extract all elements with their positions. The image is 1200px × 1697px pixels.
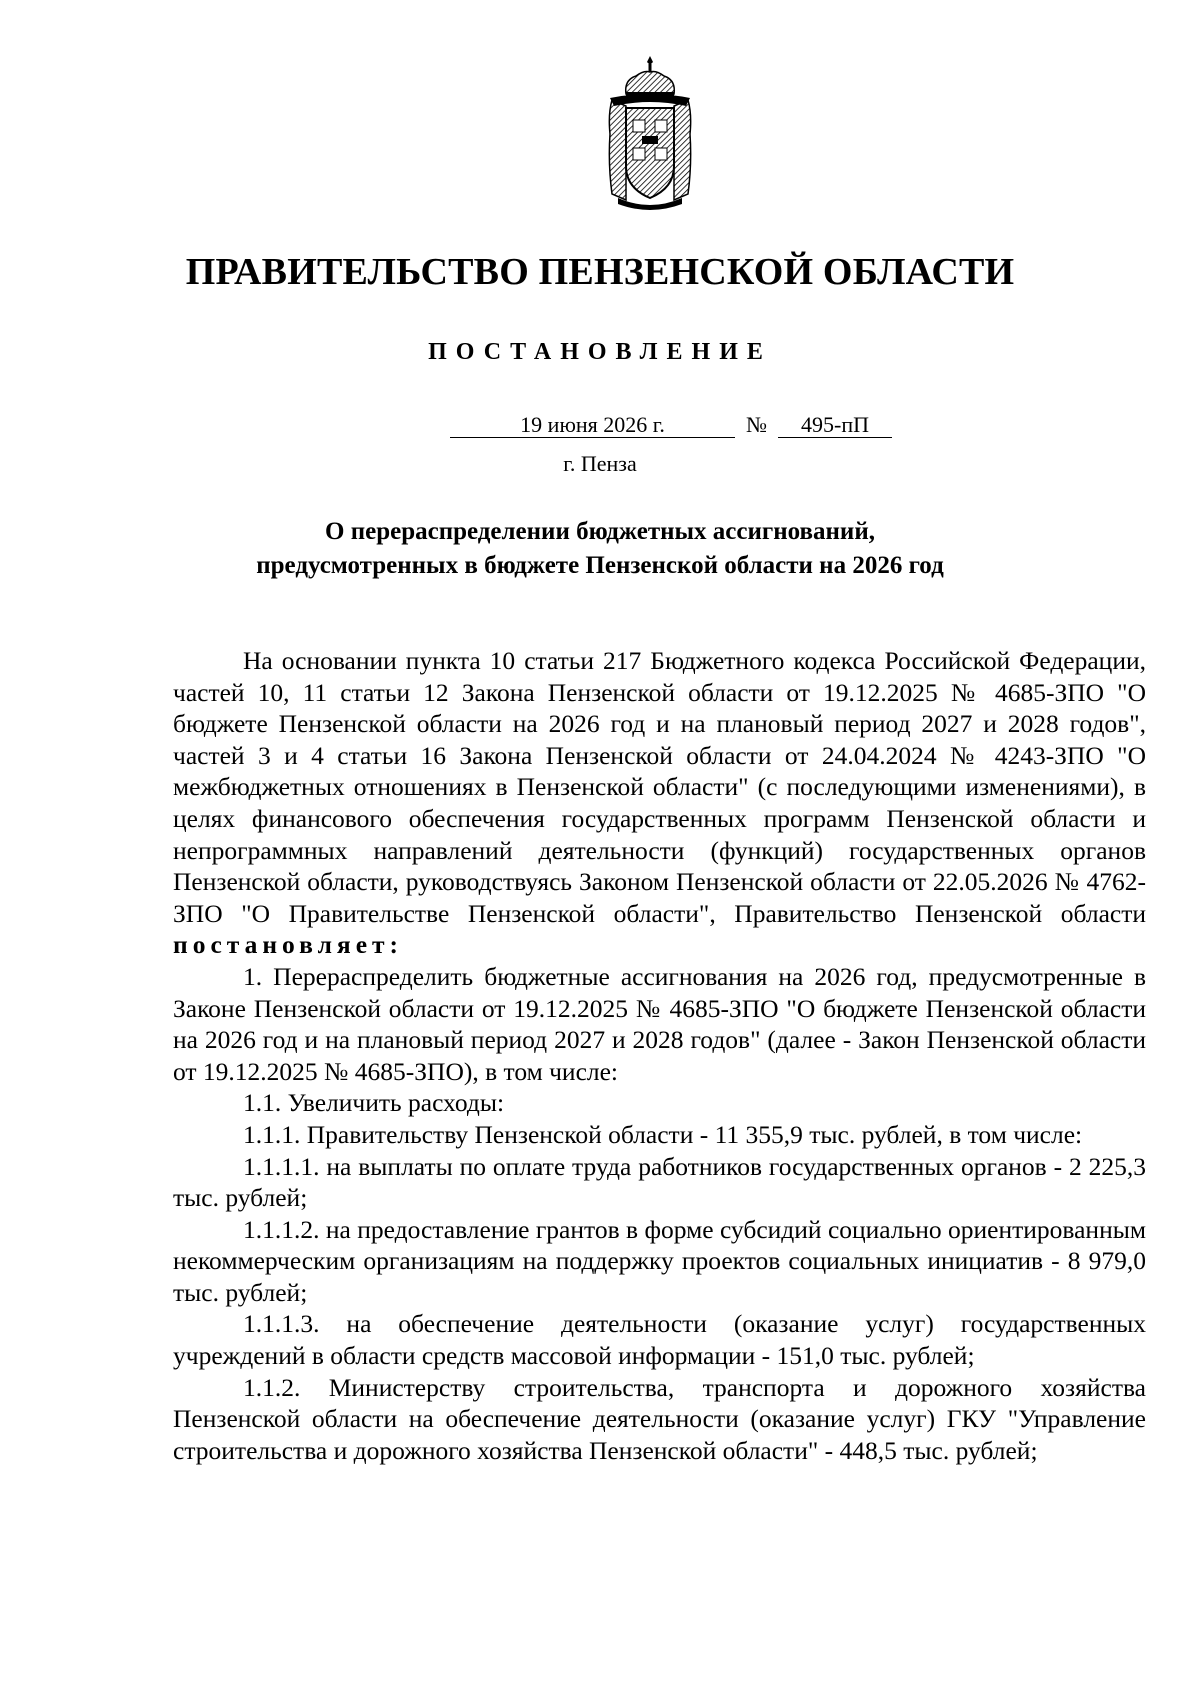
paragraph-1-1-1-2: 1.1.1.2. на предоставление грантов в форме субсидий социально ориентированным некоммерческим организациям на поддержку проектов социальных инициатив - 8 979,0 тыс. рублей; bbox=[173, 1214, 1146, 1307]
paragraph-1-1: 1.1. Увеличить расходы: bbox=[243, 1088, 505, 1118]
paragraph-1: 1. Перераспределить бюджетные ассигнования на 2026 год, предусмотренные в Законе Пензенской области от 19.12.2025 № 4685-ЗПО "О бюджете Пензенской области на 2026 год и на плановый период 2027 и 2028 годов" (далее - Закон Пензенской области от 19.12.2025 № 4685-ЗПО), в том числе: bbox=[173, 961, 1146, 1086]
document-number: 495-пП bbox=[778, 413, 892, 438]
subject-line-2: предусмотренных в бюджете Пензенской области на 2026 год bbox=[256, 552, 944, 579]
paragraph-1-1-1: 1.1.1. Правительству Пензенской области - 11 355,9 тыс. рублей, в том числе: bbox=[243, 1119, 1083, 1149]
coat-of-arms-emblem bbox=[602, 54, 698, 210]
decree-word: постановляет: bbox=[173, 930, 404, 960]
document-body bbox=[173, 645, 1146, 1466]
document-date: 19 июня 2026 г. bbox=[450, 413, 735, 438]
document-city: г. Пенза bbox=[563, 451, 637, 476]
organization-title: ПРАВИТЕЛЬСТВО ПЕНЗЕНСКОЙ ОБЛАСТИ bbox=[185, 251, 1015, 293]
document-subject bbox=[0, 515, 1200, 583]
paragraph-1-1-1-1: 1.1.1.1. на выплаты по оплате труда работников государственных органов - 2 225,3 тыс. рублей; bbox=[173, 1151, 1146, 1213]
document-type: ПОСТАНОВЛЕНИЕ bbox=[428, 339, 772, 365]
preamble-text: На основании пункта 10 статьи 217 Бюджетного кодекса Российской Федерации, частей 10, 11 статьи 12 Закона Пензенской области от 19.12.2025 № 4685-ЗПО "О бюджете Пензенской области на 2026 год и на плановый период 2027 и 2028 годов", частей 3 и 4 статьи 16 Закона Пензенской области от 24.04.2024 № 4243-ЗПО "О межбюджетных отношениях в Пензенской области" (с последующими изменениями), в целях финансового обеспечения государственных программ Пензенской области и непрограммных направлений деятельности (функций) государственных органов Пензенской области, руководствуясь Законом Пензенской области от 22.05.2026 № 4762-ЗПО "О Правительстве Пензенской области", Правительство Пензенской области bbox=[173, 646, 1146, 928]
subject-line-1: О перераспределении бюджетных ассигнований, bbox=[325, 518, 875, 545]
paragraph-1-1-1-3: 1.1.1.3. на обеспечение деятельности (оказание услуг) государственных учреждений в области средств массовой информации - 151,0 тыс. рублей; bbox=[173, 1309, 1146, 1371]
number-sign: № bbox=[746, 412, 767, 437]
preamble-paragraph bbox=[173, 645, 1146, 961]
paragraph-1-1-2: 1.1.2. Министерству строительства, транспорта и дорожного хозяйства Пензенской области на обеспечение деятельности (оказание услуг) ГКУ "Управление строительства и дорожного хозяйства Пензенской области" - 448,5 тыс. рублей; bbox=[173, 1372, 1146, 1465]
